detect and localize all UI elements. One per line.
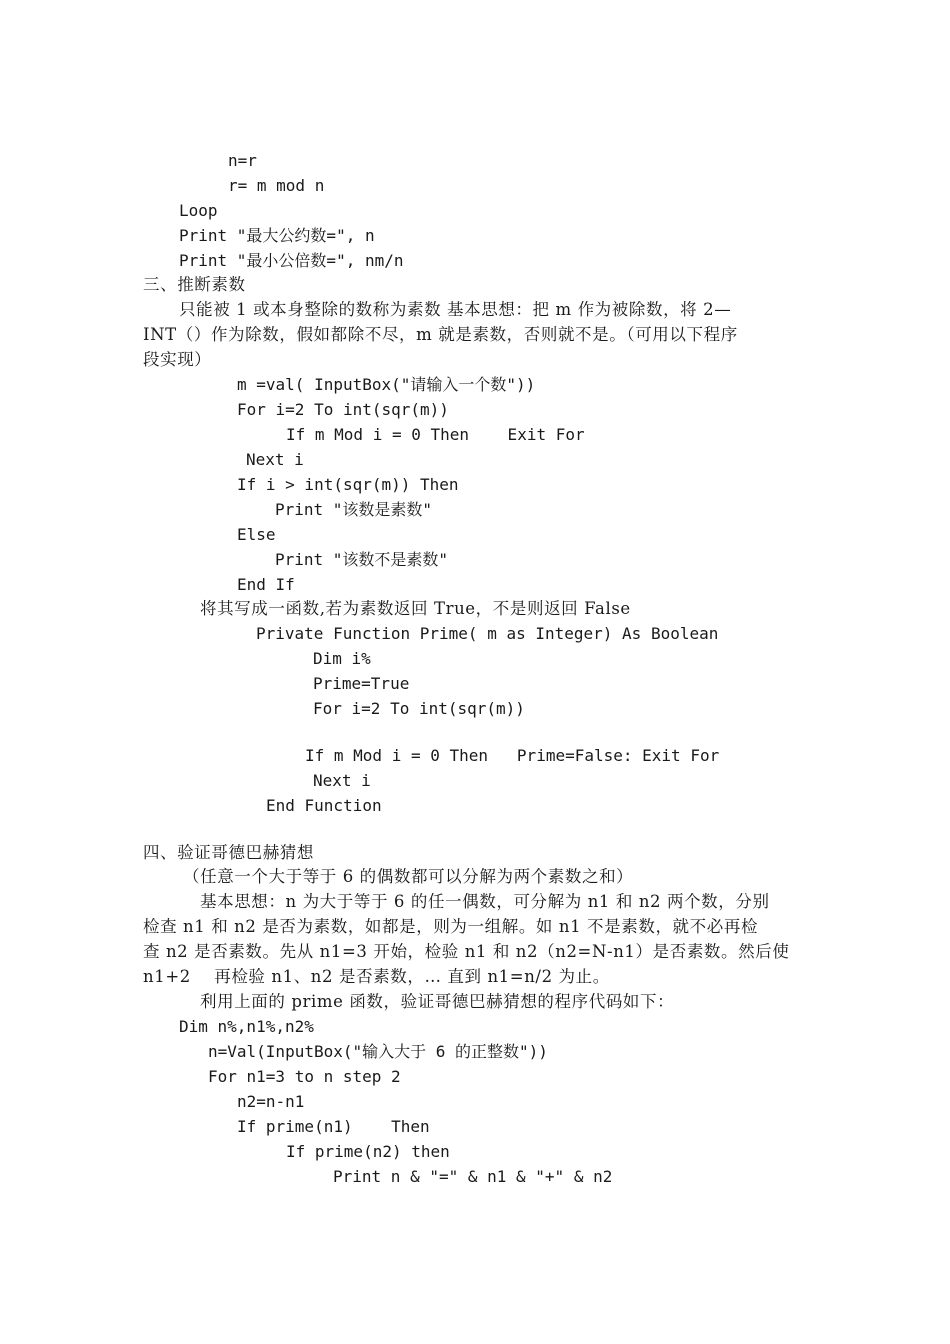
- paragraph-line: 基本思想：n 为大于等于 6 的任一偶数，可分解为 n1 和 n2 两个数，分别: [200, 892, 770, 911]
- section-heading-prime: 三、推断素数: [143, 275, 246, 294]
- code-line: Prime=True: [313, 674, 410, 693]
- code-line: If prime(n1) Then: [237, 1117, 430, 1136]
- code-line: Print "最小公倍数=", nm/n: [179, 251, 404, 270]
- section-heading-goldbach: 四、验证哥德巴赫猜想: [143, 843, 314, 862]
- code-line: End If: [237, 575, 295, 594]
- code-line: r= m mod n: [228, 176, 325, 195]
- code-line: n=r: [228, 151, 257, 170]
- code-line: If prime(n2) then: [286, 1142, 450, 1161]
- paragraph-line: （任意一个大于等于 6 的偶数都可以分解为两个素数之和）: [183, 867, 634, 886]
- code-line: Dim n%,n1%,n2%: [179, 1017, 314, 1036]
- code-line: For i=2 To int(sqr(m)): [237, 400, 449, 419]
- code-line: Print "最大公约数=", n: [179, 226, 375, 245]
- paragraph-line: n1+2 再检验 n1、n2 是否素数，… 直到 n1=n/2 为止。: [143, 967, 610, 986]
- paragraph-line: 检查 n1 和 n2 是否为素数，如都是，则为一组解。如 n1 不是素数，就不必再检: [143, 917, 759, 936]
- code-line: Print "该数不是素数": [275, 550, 449, 569]
- paragraph-line: 查 n2 是否素数。先从 n1=3 开始，检验 n1 和 n2（n2=N-n1）是否素数。然后使: [143, 942, 790, 961]
- code-line: For i=2 To int(sqr(m)): [313, 699, 525, 718]
- code-line: If m Mod i = 0 Then Prime=False: Exit For: [305, 746, 720, 765]
- paragraph-line: 段实现）: [143, 350, 212, 369]
- code-line: Next i: [313, 771, 371, 790]
- code-line: n=Val(InputBox("输入大于 6 的正整数")): [208, 1042, 548, 1061]
- code-line: Dim i%: [313, 649, 371, 668]
- code-line: Next i: [246, 450, 304, 469]
- code-line: If i > int(sqr(m)) Then: [237, 475, 459, 494]
- code-line: End Function: [266, 796, 382, 815]
- code-line: n2=n-n1: [237, 1092, 305, 1111]
- code-line: Loop: [179, 201, 218, 220]
- code-line: m =val( InputBox("请输入一个数")): [237, 375, 536, 394]
- paragraph-line: 只能被 1 或本身整除的数称为素数 基本思想：把 m 作为被除数，将 2—: [179, 300, 732, 319]
- code-line: Print n & "=" & n1 & "+" & n2: [333, 1167, 613, 1186]
- paragraph-line: INT（）作为除数，假如都除不尽，m 就是素数，否则就不是。（可用以下程序: [143, 325, 738, 344]
- code-line: For n1=3 to n step 2: [208, 1067, 401, 1086]
- code-line: Print "该数是素数": [275, 500, 433, 519]
- code-line: Else: [237, 525, 276, 544]
- code-line: Private Function Prime( m as Integer) As Boolean: [256, 624, 719, 643]
- code-line: If m Mod i = 0 Then Exit For: [286, 425, 585, 444]
- paragraph-line: 利用上面的 prime 函数，验证哥德巴赫猜想的程序代码如下：: [200, 992, 675, 1011]
- paragraph-line: 将其写成一函数,若为素数返回 True，不是则返回 False: [200, 599, 631, 618]
